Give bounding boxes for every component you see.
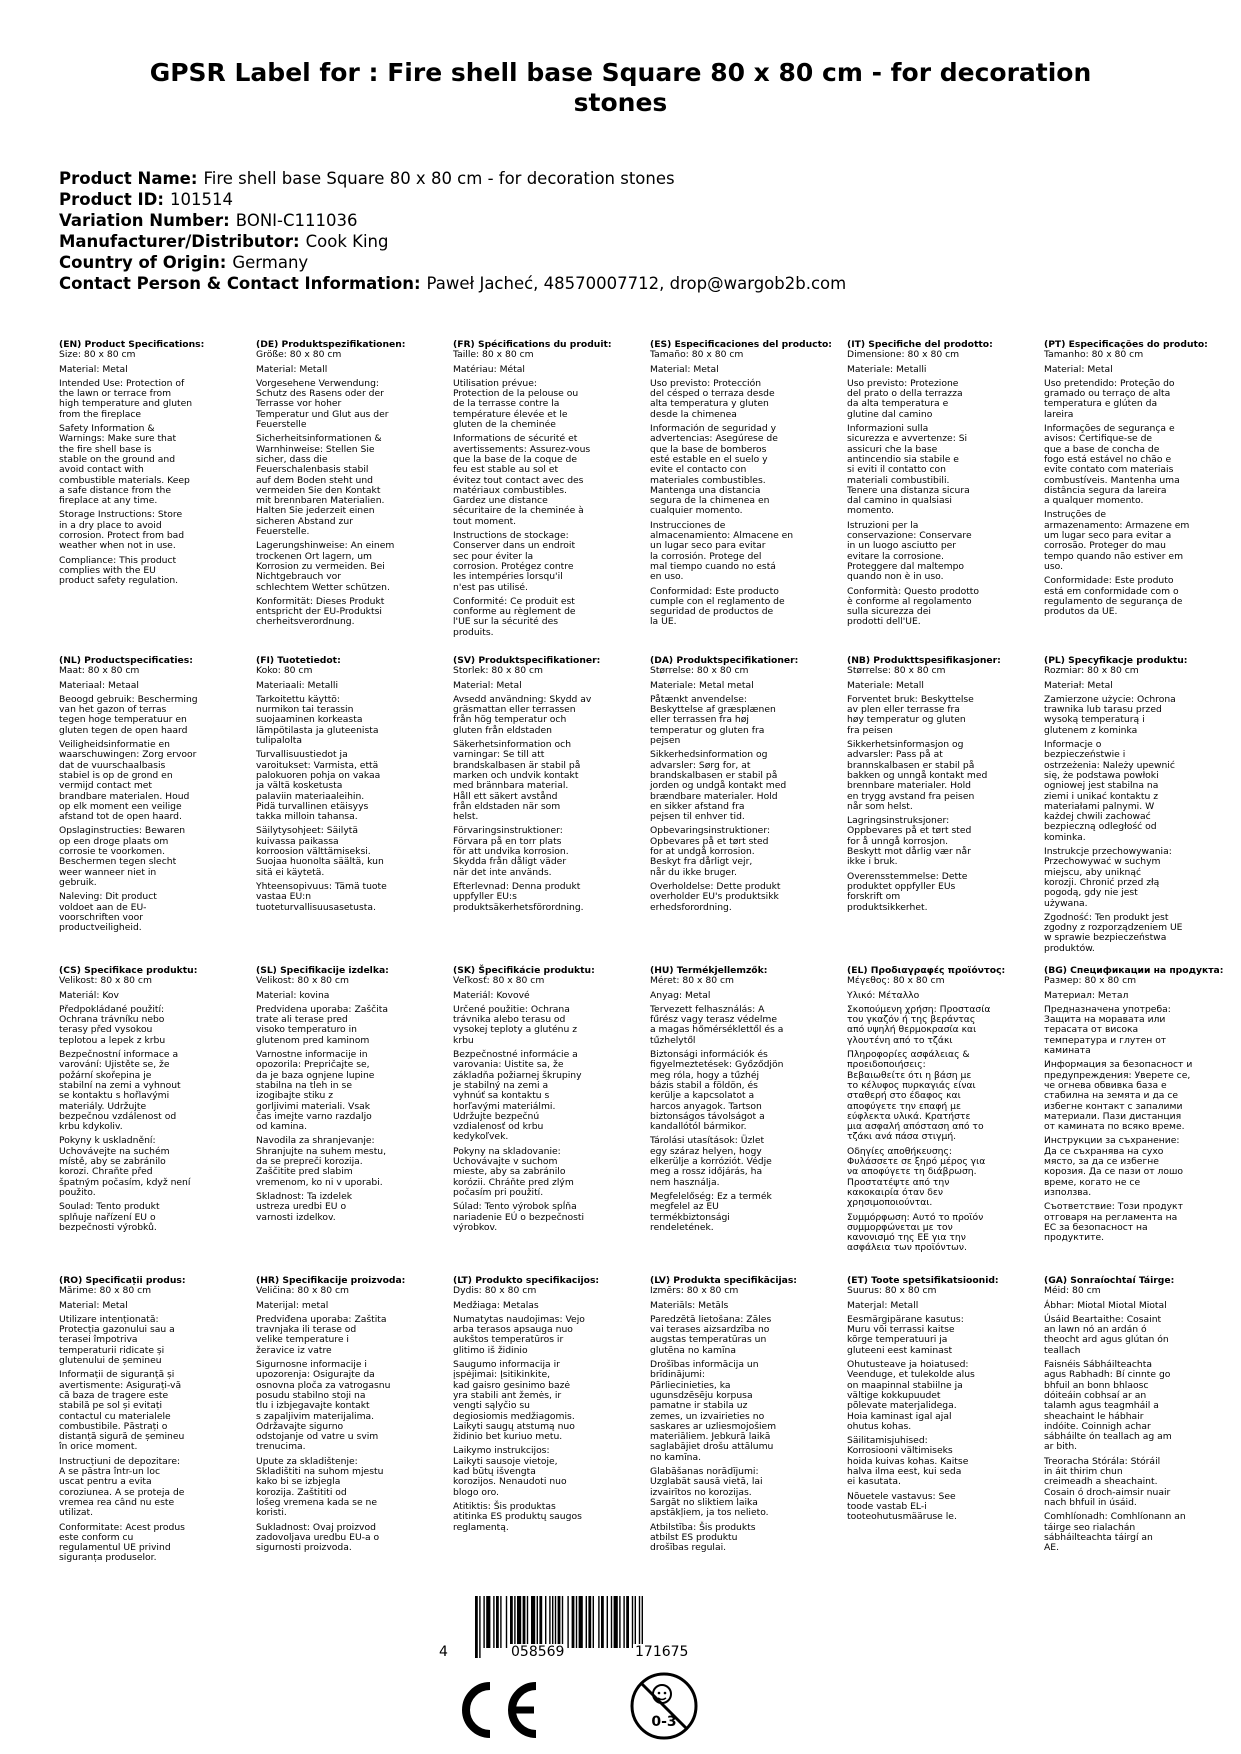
age-range-text: 0-3 xyxy=(651,1714,677,1730)
section-heading: (EL) Προδιαγραφές προϊόντος: xyxy=(847,965,1006,976)
section-paragraph: Conformità: Questo prodotto è conforme al regolamento sulla sicurezza dei prodotti dell'UE. xyxy=(847,585,980,628)
barcode-bar xyxy=(552,1596,553,1648)
section-size: Размер: 80 x 80 cm xyxy=(1044,975,1137,987)
manufacturer-label: Manufacturer/Distributor: xyxy=(59,232,300,251)
section-paragraph: Uso previsto: Protección del césped o terraza desde alta temperatura y gluten desde la chimenea xyxy=(650,377,775,420)
section-size: Maat: 80 x 80 cm xyxy=(59,665,140,677)
section-paragraph: Navodila za shranjevanje: Shranjujte na suhem mestu, da se prepreči korozija. Zaščitite pred slabim vremenom, ko ni v uporabi. xyxy=(256,1135,387,1188)
barcode-bar xyxy=(601,1596,604,1648)
section-paragraph: Información de seguridad y advertencias: Asegúrese de que la base de bomberos esté estable en el suelo y evite el contacto con materiales combustibles. Mantenga una distancia segura de la chimenea en cualquier momento. xyxy=(650,423,778,517)
language-section xyxy=(847,1276,1037,1527)
language-section xyxy=(1044,966,1234,1247)
section-paragraph: Tervezett felhasználás: A fűrész vagy terasz védelme a magas hőmérséklettől és a tűzhelytől xyxy=(650,1003,784,1046)
barcode-bar xyxy=(572,1596,575,1648)
language-section xyxy=(1044,1276,1234,1557)
variation-number-value: BONI-C111036 xyxy=(235,211,358,230)
section-paragraph: Sikkerhedsinformation og advarsler: Sørg for, at brandskalbasen er stabil på jorden og undgå kontakt med brændbare materialer. Hold en sikker afstand fra pejsen til enhver tid. xyxy=(650,749,787,823)
section-size: Dydis: 80 x 80 cm xyxy=(453,1285,537,1297)
barcode-bar xyxy=(545,1596,546,1648)
barcode-bar xyxy=(523,1596,526,1648)
section-material: Материал: Метал xyxy=(1044,989,1129,1001)
section-material: Material: Metall xyxy=(256,363,328,375)
section-paragraph: Conformitate: Acest produs este conform cu regulamentul UE privind siguranța produselor. xyxy=(59,1521,185,1564)
section-paragraph: Faisnéis Sábháilteachta agus Rabhadh: Bí cinnte go bhfuil an bonn bhlaosc dóiteáin cobhsaí ar an talamh agus teagmháil a sheachaint le hábhair indóite. Coinnigh achar sábháilte ón teallach ag am ar bith. xyxy=(1044,1359,1172,1453)
section-size: Tamanho: 80 x 80 cm xyxy=(1044,349,1144,361)
barcode-bar xyxy=(537,1596,538,1648)
barcode-bar xyxy=(607,1596,608,1648)
manufacturer-row xyxy=(59,231,1199,252)
section-paragraph: Soulad: Tento produkt splňuje nařízení EU o bezpečnosti výrobků. xyxy=(59,1201,160,1233)
section-paragraph: Instruções de armazenamento: Armazene em um lugar seco para evitar a corrosão. Proteger do mau tempo quando não estiver em uso. xyxy=(1044,509,1190,572)
section-material: Materijal: metal xyxy=(256,1299,329,1311)
section-paragraph: Vorgesehene Verwendung: Schutz des Rasens oder der Terrasse vor hoher Temperatur und Glut aus der Feuerstelle xyxy=(256,377,389,431)
section-paragraph: Overensstemmelse: Dette produktet oppfyller EUs forskrift om produktsikkerhet. xyxy=(847,870,968,913)
section-material: Material: Metal xyxy=(453,679,522,691)
section-paragraph: Συμμόρφωση: Αυτό το προϊόν συμμορφώνεται με τον κανονισμό της ΕΕ για την ασφάλεια των προϊόντων. xyxy=(847,1211,984,1254)
language-section xyxy=(256,966,446,1227)
section-paragraph: Sikkerhetsinformasjon og advarsler: Pass på at brannskalbasen er stabil på bakken og unngå kontakt med brennbare materialer. Hold en trygg avstand fra peisen når som helst. xyxy=(847,739,988,812)
section-paragraph: Bezpečnostní informace a varování: Ujistěte se, že požární skořepina je stabilní na zemi a vyhnout se kontaktu s hořlavými materiály. Udržujte bezpečnou vzdálenost od krbu kdykoliv. xyxy=(59,1049,181,1133)
language-section xyxy=(453,1276,643,1537)
section-material: Υλικό: Μέταλλο xyxy=(847,989,920,1001)
section-material: Materiāls: Metāls xyxy=(650,1299,729,1311)
section-material: Materiaali: Metalli xyxy=(256,679,338,691)
section-paragraph: Turvallisuustiedot ja varoitukset: Varmista, että palokuoren pohja on vakaa ja vältä kosketusta palaviin materiaaleihin. Pidä turvallinen etäisyys takka milloin tahansa. xyxy=(256,749,381,823)
section-paragraph: Utilisation prévue: Protection de la pelouse ou de la terrasse contre la température élevée et le gluten de la cheminée xyxy=(453,377,579,431)
section-material: Material: Metal xyxy=(59,1299,128,1311)
section-size: Størrelse: 80 x 80 cm xyxy=(847,665,946,677)
product-info xyxy=(59,168,1199,294)
contact-row xyxy=(59,273,1199,294)
section-material: Ábhar: Miotal Miotal Miotal xyxy=(1044,1299,1167,1311)
barcode-bar xyxy=(475,1596,478,1658)
section-size: Velikost: 80 x 80 cm xyxy=(59,975,152,987)
section-paragraph: Σκοπούμενη χρήση: Προστασία του γκαζόν ή της βεράντας από υψηλή θερμοκρασία και γλουτένη από το τζάκι xyxy=(847,1003,991,1046)
section-heading: (SK) Špecifikácie produktu: xyxy=(453,965,595,976)
section-material: Materiaal: Metaal xyxy=(59,679,139,691)
section-paragraph: Инструкции за съхранение: Да се съхранява на сухо място, за да се избегне корозия. Да се пази от лошо време, когато не се използва. xyxy=(1044,1135,1184,1198)
section-material: Materjal: Metall xyxy=(847,1299,919,1311)
section-paragraph: Conformidad: Este producto cumple con el reglamento de seguridad de productos de la UE. xyxy=(650,585,785,628)
barcode-bar xyxy=(539,1596,542,1648)
product-id-label: Product ID: xyxy=(59,190,164,209)
variation-number-label: Variation Number: xyxy=(59,211,230,230)
section-paragraph: Pokyny k uskladnění: Uchovávejte na suchém místě, aby se zabránilo korozi. Chraňte před špatným počasím, když není použito. xyxy=(59,1135,191,1198)
section-heading: (ET) Toote spetsifikatsioonid: xyxy=(847,1275,999,1286)
section-paragraph: Förvaringsinstruktioner: Förvara på en torr plats för att undvika korrosion. Skydda från dåligt väder när det inte används. xyxy=(453,825,569,878)
section-paragraph: Predviđena uporaba: Zaštita travnjaka ili terase od velike temperature i žeravice iz vatre xyxy=(256,1313,387,1356)
barcode-bar xyxy=(506,1596,507,1648)
section-paragraph: Lagringsinstruksjoner: Oppbevares på et tørt sted for å unngå korrosjon. Beskytt mot dårlig vær når ikke i bruk. xyxy=(847,815,972,868)
section-heading: (BG) Спецификации на продукта: xyxy=(1044,965,1224,976)
barcode-bar xyxy=(496,1596,499,1648)
section-paragraph: Biztonsági információk és figyelmeztetések: Győződjön meg róla, hogy a tűzhéj bázis stabil a földön, és kerülje a kapcsolatot a harcos anyagok. Tartson biztonságos távolságot a kandallótól bármikor. xyxy=(650,1049,784,1133)
section-paragraph: Съответствие: Този продукт отговаря на регламента на ЕС за безопасност на продуктите. xyxy=(1044,1201,1183,1244)
barcode-bar xyxy=(479,1596,480,1658)
barcode-bar xyxy=(549,1596,550,1648)
section-size: Méid: 80 cm xyxy=(1044,1285,1101,1297)
section-paragraph: Informazioni sulla sicurezza e avvertenze: Si assicuri che la base antincendio sia stabile e si eviti il contatto con materiali combustibili. Tenere una distanza sicura dal camino in qualsiasi momento. xyxy=(847,423,970,517)
section-paragraph: Ohutusteave ja hoiatused: Veenduge, et tulekolde alus on maapinnal stabiilne ja vältige kokkupuudet põlevate materjalidega. Hoia kaminast igal ajal ohutus kohas. xyxy=(847,1359,975,1432)
language-section xyxy=(650,1276,840,1557)
barcode-bar xyxy=(588,1596,591,1648)
section-paragraph: Säilitamisjuhised: Korrosiooni vältimiseks hoida kuivas kohas. Kaitse halva ilma eest, kui seda ei kasutata. xyxy=(847,1435,969,1488)
language-section xyxy=(847,340,1037,632)
language-section xyxy=(847,966,1037,1258)
barcode-bar xyxy=(611,1596,612,1648)
barcode-bar xyxy=(555,1596,556,1648)
section-size: Dimensione: 80 x 80 cm xyxy=(847,349,960,361)
language-section xyxy=(1044,340,1234,621)
section-paragraph: Tárolási utasítások: Üzlet egy száraz helyen, hogy elkerülje a korróziót. Védje meg a rossz időjárás, ha nem használja. xyxy=(650,1135,772,1188)
section-heading: (DA) Produktspecifikationer: xyxy=(650,655,799,666)
section-material: Material: Metal xyxy=(1044,363,1113,375)
section-paragraph: Atbilstība: Šis produkts atbilst ES produktu drošības regulai. xyxy=(650,1521,756,1554)
section-heading: (SL) Specifikacije izdelka: xyxy=(256,965,389,976)
section-paragraph: Utilizare intenționată: Protecția gazonului sau a terasei împotriva temperaturii ridicate și glutenului de șemineu xyxy=(59,1313,175,1367)
section-heading: (EN) Product Specifications: xyxy=(59,339,205,350)
section-material: Materiał: Metal xyxy=(1044,679,1113,691)
section-paragraph: Conformité: Ce produit est conforme au règlement de l'UE sur la sécurité des produits. xyxy=(453,595,576,638)
section-heading: (LT) Produkto specifikacijos: xyxy=(453,1275,600,1286)
section-paragraph: Upute za skladištenje: Skladištiti na suhom mjestu kako bi se izbjegla korozija. Zaštititi od lošeg vremena kada se ne koristi. xyxy=(256,1455,384,1519)
language-section xyxy=(256,340,446,632)
section-size: Velikost: 80 x 80 cm xyxy=(256,975,349,987)
section-paragraph: Overholdelse: Dette produkt overholder EU's produktsikk erhedsforordning. xyxy=(650,880,781,913)
section-paragraph: Skladnost: Ta izdelek ustreza uredbi EU o varnosti izdelkov. xyxy=(256,1190,353,1223)
section-paragraph: Laikymo instrukcijos: Laikyti sausoje vietoje, kad būtų išvengta korozijos. Nenaudoti nuo blogo oro. xyxy=(453,1445,567,1498)
section-paragraph: Uso previsto: Protezione del prato o della terrazza da alta temperatura e glutine dal camino xyxy=(847,377,963,420)
barcode-bar xyxy=(623,1596,624,1648)
barcode-bar xyxy=(586,1596,587,1648)
language-section xyxy=(59,340,249,591)
section-material: Anyag: Metal xyxy=(650,989,711,1001)
section-heading: (FR) Spécifications du produit: xyxy=(453,339,612,350)
product-name-value: Fire shell base Square 80 x 80 cm - for decoration stones xyxy=(203,169,675,188)
barcode-digit-left: 4 xyxy=(439,1644,448,1660)
section-size: Størrelse: 80 x 80 cm xyxy=(650,665,749,677)
barcode-bar xyxy=(614,1596,618,1648)
barcode-digits-right: 171675 xyxy=(635,1644,689,1660)
section-paragraph: Säkerhetsinformation och varningar: Se till att brandskalbasen är stabil på marken och undvik kontakt med brännbara material. Håll ett säkert avstånd från eldstaden när som helst. xyxy=(453,739,581,823)
section-paragraph: Informations de sécurité et avertissements: Assurez-vous que la base de la coque de feu est stable au sol et évitez tout contact avec des matériaux combustibles. Gardez une distance sécuritaire de la cheminée à tout moment. xyxy=(453,433,591,527)
section-paragraph: Efterlevnad: Denna produkt uppfyller EU:s produktsäkerhetsförordning. xyxy=(453,880,584,913)
section-material: Materiál: Kovové xyxy=(453,989,530,1001)
section-material: Matériau: Métal xyxy=(453,363,525,375)
section-size: Größe: 80 x 80 cm xyxy=(256,349,342,361)
section-material: Material: Metal xyxy=(650,363,719,375)
section-size: Veľkosť: 80 x 80 cm xyxy=(453,975,545,987)
section-paragraph: Safety Information & Warnings: Make sure that the fire shell base is stable on the ground and avoid contact with combustible materials. Keep a safe distance from the fireplace at any time. xyxy=(59,423,190,507)
variation-number-row xyxy=(59,210,1199,231)
section-heading: (HU) Termékjellemzők: xyxy=(650,965,768,976)
section-paragraph: Saugumo informacija ir įspėjimai: Įsitikinkite, kad gaisro gesinimo bazė yra stabili ant žemės, ir vengti sąlyčio su degiosiomis medžiagomis. Laikyti saugų atstumą nuo židinio bet kuriuo metu. xyxy=(453,1359,575,1443)
section-paragraph: Информация за безопасност и предупреждения: Уверете се, че огнева обвивка база е стабилна на земята и да се избегне контакт с запалими материали. Пази дистанция от камината по всяко време. xyxy=(1044,1059,1193,1133)
section-size: Taille: 80 x 80 cm xyxy=(453,349,534,361)
country-of-origin-label: Country of Origin: xyxy=(59,253,227,272)
country-of-origin-row xyxy=(59,252,1199,273)
section-paragraph: Предназначена употреба: Защита на моравата или терасата от висока температура и глутен от камината xyxy=(1044,1003,1171,1057)
section-material: Material: kovina xyxy=(256,989,330,1001)
language-section xyxy=(847,656,1037,917)
section-heading: (CS) Specifikace produktu: xyxy=(59,965,198,976)
section-paragraph: Nõuetele vastavus: See toode vastab EL-i tooteohutusmääruse le. xyxy=(847,1490,957,1523)
section-paragraph: Eesmärgipärane kasutus: Muru või terrassi kaitse kõrge temperatuuri ja gluteeni eest kaminast xyxy=(847,1313,964,1356)
section-paragraph: Instrukcje przechowywania: Przechowywać w suchym miejscu, aby uniknąć korozji. Chronić przed złą pogodą, gdy nie jest używana. xyxy=(1044,846,1172,909)
section-paragraph: Intended Use: Protection of the lawn or terrace from high temperature and gluten from the fireplace xyxy=(59,377,193,420)
barcode-bar xyxy=(531,1596,535,1648)
section-heading: (LV) Produkta specifikācijas: xyxy=(650,1275,797,1286)
barcode-bar xyxy=(527,1596,528,1648)
section-paragraph: Drošības informācija un brīdinājumi: Pārliecinieties, ka ugunsdzēsēju korpusa pamatne ir stabila uz zemes, un izvairieties no saskares ar uzliesmojošiem materiāliem. Jebkurā laikā saglabājiet drošu attālumu no kamīna. xyxy=(650,1359,777,1463)
language-section xyxy=(59,656,249,937)
barcode-bar xyxy=(486,1596,490,1648)
section-paragraph: Istruzioni per la conservazione: Conservare in un luogo asciutto per evitare la corrosione. Proteggere dal maltempo quando non è in uso. xyxy=(847,519,972,583)
product-id-row xyxy=(59,189,1199,210)
barcode-bar xyxy=(517,1596,521,1648)
section-paragraph: Οδηγίες αποθήκευσης: Φυλάσσετε σε ξηρό μέρος για να αποφύγετε τη διάβρωση. Προστατέψτε από την κακοκαιρία όταν δεν χρησιμοποιούνται. xyxy=(847,1145,986,1209)
language-section xyxy=(59,1276,249,1568)
section-paragraph: Předpokládané použití: Ochrana trávníku nebo terasy před vysokou teplotou a lepek z krbu xyxy=(59,1003,166,1046)
barcode xyxy=(437,1596,757,1666)
section-heading: (FI) Tuotetiedot: xyxy=(256,655,341,666)
section-paragraph: Lagerungshinweise: An einem trockenen Ort lagern, um Korrosion zu vermeiden. Bei Nichtgebrauch vor schlechtem Wetter schützen. xyxy=(256,540,395,593)
barcode-digits-mid: 058569 xyxy=(511,1644,565,1660)
section-material: Materiale: Metal metal xyxy=(650,679,754,691)
section-material: Medžiaga: Metalas xyxy=(453,1299,539,1311)
barcode-bar xyxy=(576,1596,577,1648)
language-section xyxy=(453,656,643,917)
section-size: Méret: 80 x 80 cm xyxy=(650,975,735,987)
section-paragraph: Atitiktis: Šis produktas atitinka ES produktų saugos reglamentą. xyxy=(453,1500,582,1533)
section-size: Size: 80 x 80 cm xyxy=(59,349,136,361)
section-heading: (IT) Specifiche del prodotto: xyxy=(847,339,993,350)
section-paragraph: Comhlíonadh: Comhlíonann an táirge seo rialachán sábháilteachta táirgí an AE. xyxy=(1044,1511,1186,1554)
section-size: Mărime: 80 x 80 cm xyxy=(59,1285,152,1297)
not-for-children-0-3-icon xyxy=(628,1670,700,1742)
section-paragraph: Varnostne informacije in opozorila: Prepričajte se, da je baza ognjene lupine stabilna na tleh in se izogibajte stiku z gorljivimi materiali. Vsak čas imejte varno razdaljo od kamina. xyxy=(256,1049,375,1133)
language-section xyxy=(650,966,840,1237)
section-material: Material: Metal xyxy=(59,363,128,375)
section-paragraph: Instrucțiuni de depozitare: A se păstra într-un loc uscat pentru a evita coroziunea. A se proteja de vremea rea când nu este utilizat. xyxy=(59,1455,185,1519)
language-section xyxy=(453,966,643,1237)
section-paragraph: Informacje o bezpieczeństwie i ostrzeżenia: Należy upewnić się, że podstawa powłoki ogniowej jest stabilna na ziemi i unikać kontaktu z materiałami palnymi. W każdej chwili zachować bezpieczną odległość od kominka. xyxy=(1044,739,1175,843)
language-section xyxy=(1044,656,1234,958)
section-paragraph: Instrucciones de almacenamiento: Almacene en un lugar seco para evitar la corrosión. Protege del mal tiempo cuando no está en uso. xyxy=(650,519,794,583)
barcode-bar xyxy=(493,1596,494,1648)
section-paragraph: Tarkoitettu käyttö: nurmikon tai terassin suojaaminen korkeasta lämpötilasta ja gluteenista tulipalolta xyxy=(256,693,379,747)
section-size: Tamaño: 80 x 80 cm xyxy=(650,349,744,361)
section-paragraph: Paredzētā lietošana: Zāles vai terases aizsardzība no augstas temperatūras un glutēna no kamīna xyxy=(650,1313,772,1356)
barcode-bar xyxy=(510,1596,513,1648)
section-paragraph: Conformidade: Este produto está em conformidade com o regulamento de segurança de produtos da UE. xyxy=(1044,575,1183,618)
section-paragraph: Yhteensopivuus: Tämä tuote vastaa EU:n tuoteturvallisuusasetusta. xyxy=(256,880,387,913)
section-material: Materiale: Metall xyxy=(847,679,924,691)
barcode-bar xyxy=(632,1596,633,1648)
contact-label: Contact Person & Contact Information: xyxy=(59,274,421,293)
section-size: Μέγεθος: 80 x 80 cm xyxy=(847,975,945,987)
section-paragraph: Forventet bruk: Beskyttelse av plen eller terrasse fra høy temperatur og gluten fra peisen xyxy=(847,693,974,736)
section-paragraph: Bezpečnostné informácie a varovania: Uistite sa, že základňa požiarnej škrupiny je stabilný na zemi a vyhnúť sa kontaktu s horľavými materiálmi. Udržujte bezpečnú vzdialenosť od krbu kedykoľvek. xyxy=(453,1049,582,1143)
barcode-bar xyxy=(483,1596,484,1648)
section-paragraph: Sigurnosne informacije i upozorenja: Osigurajte da osnovna ploča za vatrogasnu posudu stabilno stoji na tlu i izbjegavajte kontakt s zapaljivim materijalima. Održavajte sigurno odstojanje od vatre u svim trenucima. xyxy=(256,1359,391,1453)
section-paragraph: Megfelelőség: Ez a termék megfelel az EU termékbiztonsági rendeletének. xyxy=(650,1190,772,1233)
page-title: GPSR Label for : Fire shell base Square 80 x 80 cm - for decoration stones xyxy=(149,58,1092,117)
section-paragraph: Súlad: Tento výrobok spĺňa nariadenie EÚ o bezpečnosti výrobkov. xyxy=(453,1201,585,1233)
section-size: Koko: 80 cm xyxy=(256,665,313,677)
section-paragraph: Πληροφορίες ασφάλειας & προειδοποιήσεις: Βεβαιωθείτε ότι η βάση με το κέλυφος πυρκαγιάς είναι σταθερή στο έδαφος και αποφύγετε την επαφή με εύφλεκτα υλικά. Κρατήστε μια ασφαλή απόσταση από το τζάκι ανά πάσα στιγμή. xyxy=(847,1049,984,1143)
barcode-bar xyxy=(567,1596,568,1648)
section-paragraph: Opslaginstructies: Bewaren op een droge plaats om corrosie te voorkomen. Beschermen tegen slecht weer wanneer niet in gebruik. xyxy=(59,825,186,888)
language-section xyxy=(256,656,446,917)
section-size: Storlek: 80 x 80 cm xyxy=(453,665,543,677)
section-paragraph: Naleving: Dit product voldoet aan de EU- voorschriften voor productveiligheid. xyxy=(59,891,157,934)
section-paragraph: Uso pretendido: Proteção do gramado ou terraço de alta temperatura e glúten da lareira xyxy=(1044,377,1175,420)
language-section xyxy=(453,340,643,642)
section-paragraph: Sicherheitsinformationen & Warnhinweise: Stellen Sie sicher, dass die Feuerschalenbasis stabil auf dem Boden steht und vermeiden Sie den Kontakt mit brennbaren Materialien. Halten Sie jederzeit einen sicheren Abstand zur Feuerstelle. xyxy=(256,433,385,538)
section-paragraph: Glabāšanas norādījumi: Uzglabāt sausā vietā, lai izvairītos no korozijas. Sargāt no sliktiem laika apstākļiem, ja tos nelieto. xyxy=(650,1466,769,1519)
section-paragraph: Zgodność: Ten produkt jest zgodny z rozporządzeniem UE w sprawie bezpieczeństwa produktów. xyxy=(1044,911,1183,954)
barcode-bar xyxy=(619,1596,620,1648)
section-paragraph: Pokyny na skladovanie: Uchovávajte v suchom mieste, aby sa zabránilo korózii. Chráňte pred zlým počasím pri použití. xyxy=(453,1145,574,1198)
section-paragraph: Storage Instructions: Store in a dry place to avoid corrosion. Protect from bad weather when not in use. xyxy=(59,509,185,552)
section-paragraph: Compliance: This product complies with the EU product safety regulation. xyxy=(59,554,179,587)
section-paragraph: Treoracha Stórála: Stóráil in áit thirim chun creimeadh a sheachaint. Cosain ó droch-aimsir nuair nach bhfuil in úsáid. xyxy=(1044,1455,1171,1508)
section-size: Veličina: 80 x 80 cm xyxy=(256,1285,349,1297)
product-id-value: 101514 xyxy=(169,190,233,209)
language-section xyxy=(59,966,249,1237)
barcode-bar xyxy=(500,1596,501,1648)
contact-value: Paweł Jacheć, 48570007712, drop@wargob2b.com xyxy=(426,274,847,293)
section-paragraph: Beoogd gebruik: Bescherming van het gazon of terras tegen hoge temperatuur en gluten tegen de open haard xyxy=(59,693,198,736)
ce-mark-icon xyxy=(452,1680,540,1740)
barcode-bar xyxy=(593,1596,594,1648)
section-heading: (PT) Especificações do produto: xyxy=(1044,339,1208,350)
barcode-bar xyxy=(626,1596,629,1648)
section-paragraph: Informações de segurança e avisos: Certifique-se de que a base de concha de fogo está estável no chão e evite contato com materiais combustíveis. Mantenha uma distância segura da lareira a qualquer momento. xyxy=(1044,423,1180,507)
section-heading: (RO) Specificații produs: xyxy=(59,1275,186,1286)
section-paragraph: Veiligheidsinformatie en waarschuwingen: Zorg ervoor dat de vuurschaalbasis stabiel is op de grond en vermijd contact met brandbare materialen. Houd op elk moment een veilige afstand tot de open haard. xyxy=(59,739,197,823)
section-heading: (DE) Produktspezifikationen: xyxy=(256,339,406,350)
barcode-bar xyxy=(579,1596,583,1648)
barcode-bar xyxy=(598,1596,599,1648)
section-heading: (GA) Sonraíochtaí Táirge: xyxy=(1044,1275,1175,1286)
country-of-origin-value: Germany xyxy=(232,253,309,272)
section-paragraph: Numatytas naudojimas: Vejo arba terasos apsauga nuo aukštos temperatūros ir glitimo iš židinio xyxy=(453,1313,585,1356)
section-paragraph: Opbevaringsinstruktioner: Opbevares på et tørt sted for at undgå korrosion. Beskyt fra dårligt vejr, når du ikke bruger. xyxy=(650,825,771,878)
section-heading: (SV) Produktspecifikationer: xyxy=(453,655,601,666)
section-heading: (NL) Productspecificaties: xyxy=(59,655,193,666)
section-paragraph: Påtænkt anvendelse: Beskyttelse af græsplænen eller terrassen fra høj temperatur og gluten fra pejsen xyxy=(650,693,776,747)
product-name-row xyxy=(59,168,1199,189)
section-size: Izmērs: 80 x 80 cm xyxy=(650,1285,739,1297)
section-paragraph: Avsedd användning: Skydd av gräsmattan eller terrassen från hög temperatur och gluten från eldstaden xyxy=(453,693,592,736)
section-size: Rozmiar: 80 x 80 cm xyxy=(1044,665,1139,677)
section-heading: (NB) Produkttspesifikasjoner: xyxy=(847,655,1001,666)
section-heading: (PL) Specyfikacje produktu: xyxy=(1044,655,1188,666)
barcode-bar xyxy=(514,1596,515,1648)
section-heading: (HR) Specifikacije proizvoda: xyxy=(256,1275,406,1286)
section-paragraph: Instructions de stockage: Conserver dans un endroit sec pour éviter la corrosion. Protégez contre les intempéries lorsqu'il n'est pas utilisé. xyxy=(453,530,576,593)
section-paragraph: Predvidena uporaba: Zaščita trate ali terase pred visoko temperaturo in glutenom pred kaminom xyxy=(256,1003,388,1046)
manufacturer-value: Cook King xyxy=(305,232,389,251)
language-section xyxy=(650,340,840,632)
section-paragraph: Úsáid Beartaithe: Cosaint an lawn nó an ardán ó theocht ard agus glútan ón teallach xyxy=(1044,1313,1169,1356)
section-paragraph: Konformität: Dieses Produkt entspricht der EU-Produktsi cherheitsverordnung. xyxy=(256,595,385,628)
language-section xyxy=(650,656,840,917)
section-size: Suurus: 80 x 80 cm xyxy=(847,1285,937,1297)
section-material: Materiale: Metalli xyxy=(847,363,927,375)
section-paragraph: Zamierzone użycie: Ochrona trawnika lub tarasu przed wysoką temperaturą i glutenem z kominka xyxy=(1044,693,1176,736)
product-name-label: Product Name: xyxy=(59,169,198,188)
section-paragraph: Informații de siguranță și avertismente: Asigurați-vă că baza de tragere este stabilă pe sol și evitați contactul cu materialele combustibile. Păstrați o distanță sigură de șemineu în orice moment. xyxy=(59,1369,185,1453)
language-section xyxy=(256,1276,446,1557)
section-paragraph: Sukladnost: Ovaj proizvod zadovoljava uredbu EU-a o sigurnosti proizvoda. xyxy=(256,1521,380,1554)
section-material: Materiál: Kov xyxy=(59,989,119,1001)
barcode-bar xyxy=(635,1596,636,1648)
section-heading: (ES) Especificaciones del producto: xyxy=(650,339,832,350)
section-paragraph: Säilytysohjeet: Säilytä kuivassa paikassa korroosion välttämiseksi. Suojaa huonolta säältä, kun sitä ei käytetä. xyxy=(256,825,384,878)
section-paragraph: Určené použitie: Ochrana trávnika alebo terasu od vysokej teploty a gluténu z krbu xyxy=(453,1003,578,1046)
